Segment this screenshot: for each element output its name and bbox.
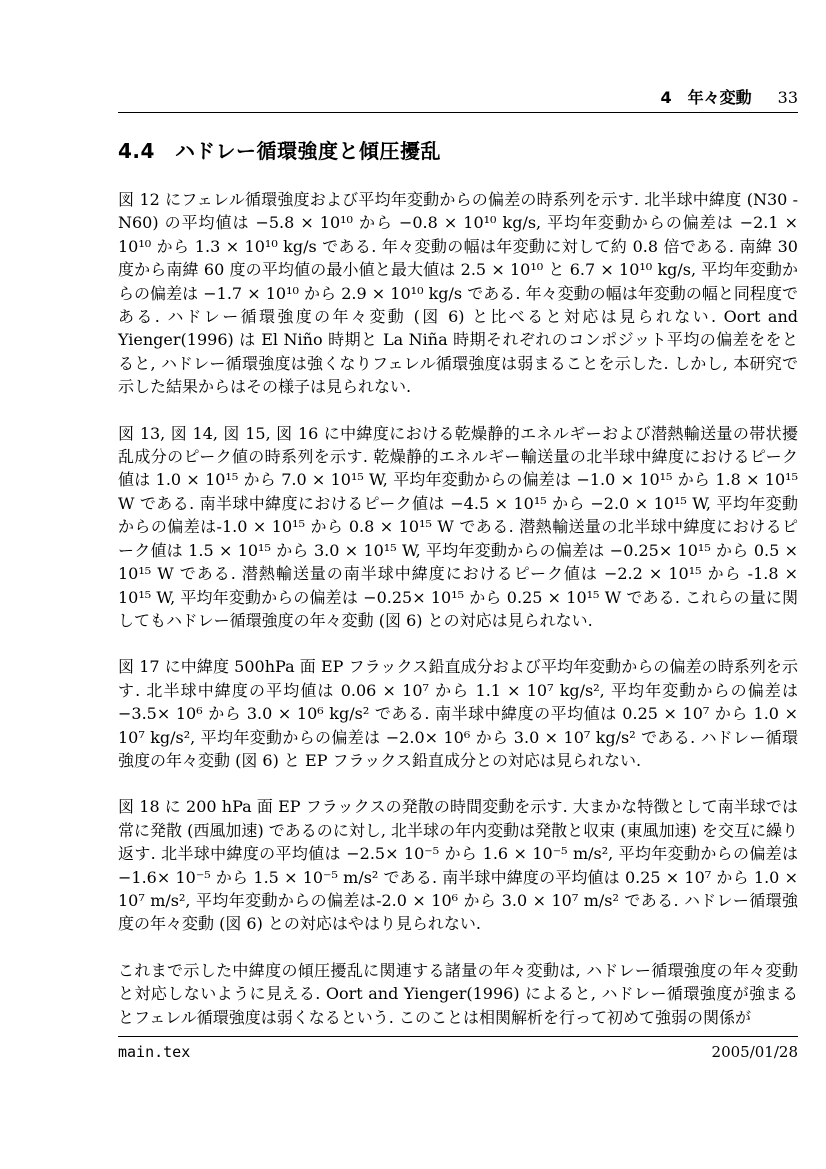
header-rule: [118, 112, 798, 113]
footer-rule: [118, 1036, 798, 1037]
document-body: [118, 188, 798, 1052]
header-section-label: 4 年々変動: [660, 88, 752, 107]
page-header: [118, 88, 798, 107]
paragraph-ep-flux-vertical: 図 17 に中緯度 500hPa 面 EP フラックス鉛直成分および平均年変動からの偏差の時系列を示す. 北半球中緯度の平均値は 0.06 × 10⁷ から 1.1 × 10⁷ kg/s², 平均年変動からの偏差は −3.5× 10⁶ から 3.0 × 10⁶ kg/s² である. 南半球中緯度の平均値は 0.25 × 10⁷ から 1.0 × 10⁷ kg/s², 平均年変動からの偏差は −2.0× 10⁶ から 3.0 × 10⁷ kg/s² である. ハドレー循環強度の年々変動 (図 6) と EP フラックス鉛直成分との対応は見られない.: [118, 657, 798, 770]
footer-date: 2005/01/28: [711, 1043, 798, 1061]
paragraph-ferrel-circulation: 図 12 にフェレル循環強度および平均年変動からの偏差の時系列を示す. 北半球中緯度 (N30 - N60) の平均値は −5.8 × 10¹⁰ から −0.8 × 10¹⁰ kg/s, 平均年変動からの偏差は −2.1 × 10¹⁰ から 1.3 × 10¹⁰ kg/s である. 年々変動の幅は年変動に対して約 0.8 倍である. 南緯 30 度から南緯 60 度の平均値の最小値と最大値は 2.5 × 10¹⁰ と 6.7 × 10¹⁰ kg/s, 平均年変動からの偏差は −1.7 × 10¹⁰ から 2.9 × 10¹⁰ kg/s である. 年々変動の幅は年変動の幅と同程度である. ハドレー循環強度の年々変動 (図 6) と比べると対応は見られない. Oort and Yienger(1996) は El Niño 時期と La Niña 時期それぞれのコンポジット平均の偏差ををとると, ハドレー循環強度は強くなりフェレル循環強度は弱まることを示した. しかし, 本研究で示した結果からはその様子は見られない.: [118, 190, 798, 397]
section-heading: [118, 135, 441, 164]
page-footer: [118, 1043, 798, 1061]
footer-filename: main.tex: [118, 1043, 191, 1061]
section-title: ハドレー循環強度と傾圧擾乱: [174, 139, 442, 163]
section-number: 4.4: [118, 139, 155, 163]
paragraph-summary: これまで示した中緯度の傾圧擾乱に関連する諸量の年々変動は, ハドレー循環強度の年々変動と対応しないように見える. Oort and Yienger(1996) によると, ハドレー循環強度が強まるとフェレル循環強度は弱くなるという. このことは相関解析を行って初めて強弱の関係が: [118, 960, 798, 1027]
header-page-number: 33: [777, 88, 798, 107]
paragraph-ep-flux-divergence: 図 18 に 200 hPa 面 EP フラックスの発散の時間変動を示す. 大まかな特徴として南半球では常に発散 (西風加速) であるのに対し, 北半球の年内変動は発散と収束 (東風加速) を交互に繰り返す. 北半球中緯度の平均値は −2.5× 10⁻⁵ から 1.6 × 10⁻⁵ m/s², 平均年変動からの偏差は −1.6× 10⁻⁵ から 1.5 × 10⁻⁵ m/s² である. 南半球中緯度の平均値は 0.25 × 10⁷ から 1.0 × 10⁷ m/s², 平均年変動からの偏差は-2.0 × 10⁶ から 3.0 × 10⁷ m/s² である. ハドレー循環強度の年々変動 (図 6) との対応はやはり見られない.: [118, 797, 798, 934]
paragraph-energy-transport: 図 13, 図 14, 図 15, 図 16 に中緯度における乾燥静的エネルギーおよび潜熱輸送量の帯状擾乱成分のピーク値の時系列を示す. 乾燥静的エネルギー輸送量の北半球中緯度におけるピーク値は 1.0 × 10¹⁵ から 7.0 × 10¹⁵ W, 平均年変動からの偏差は −1.0 × 10¹⁵ から 1.8 × 10¹⁵ W である. 南半球中緯度におけるピーク値は −4.5 × 10¹⁵ から −2.0 × 10¹⁵ W, 平均年変動からの偏差は-1.0 × 10¹⁵ から 0.8 × 10¹⁵ W である. 潜熱輸送量の北半球中緯度におけるピーク値は 1.5 × 10¹⁵ から 3.0 × 10¹⁵ W, 平均年変動からの偏差は −0.25× 10¹⁵ から 0.5 × 10¹⁵ W である. 潜熱輸送量の南半球中緯度におけるピーク値は −2.2 × 10¹⁵ から -1.8 × 10¹⁵ W, 平均年変動からの偏差は −0.25× 10¹⁵ から 0.25 × 10¹⁵ W である. これらの量に関してもハドレー循環強度の年々変動 (図 6) との対応は見られない.: [118, 423, 798, 630]
